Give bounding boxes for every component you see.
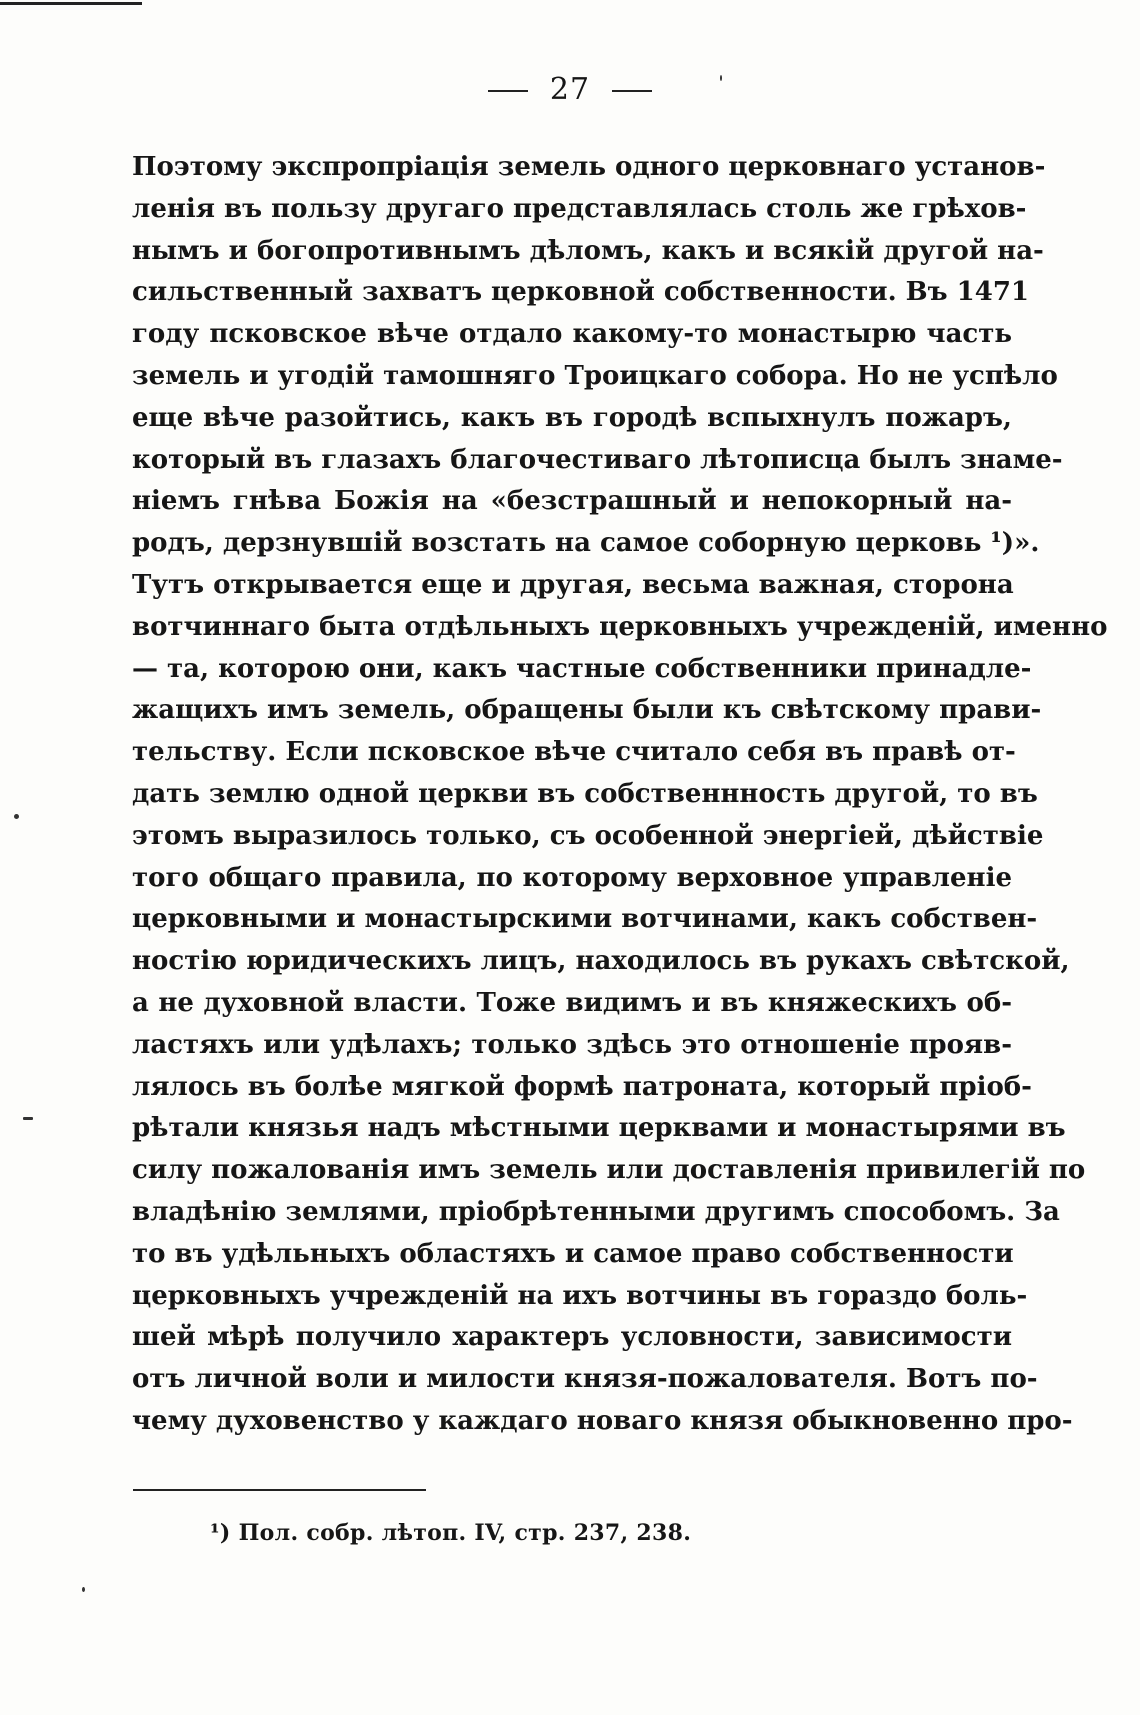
text-line: ніемъ гнѣва Божія на «безстрашный и непокорный на- <box>132 486 1012 517</box>
text-line: земель и угодій тамошняго Троицкаго собора. Но не успѣло <box>132 360 1058 391</box>
text-line: нымъ и богопротивнымъ дѣломъ, какъ и всякій другой на- <box>132 235 1044 266</box>
page-number: 27 <box>549 72 591 107</box>
text-line: рѣтали князья надъ мѣстными церквами и монастырями въ <box>132 1113 1066 1144</box>
text-line: того общаго правила, по которому верховное управленіе <box>132 862 1012 893</box>
text-line: лялось въ болѣе мягкой формѣ патроната, который пріоб- <box>132 1071 1032 1102</box>
page-number-dash-right <box>612 90 652 92</box>
text-line: то въ удѣльныхъ областяхъ и самое право собственности <box>132 1238 1014 1269</box>
text-line: Тутъ открывается еще и другая, весьма важная, сторона <box>132 569 1014 600</box>
footnote: ¹) Пол. собр. лѣтоп. IV, стр. 237, 238. <box>210 1520 692 1546</box>
text-line: ленія въ пользу другаго представлялась столь же грѣхов- <box>132 193 1027 224</box>
page-number-header <box>0 72 1140 107</box>
text-line: ластяхъ или удѣлахъ; только здѣсь это отношеніе прояв- <box>132 1029 1012 1060</box>
text-line: чему духовенство у каждаго новаго князя обыкновенно про- <box>132 1405 1073 1436</box>
text-line: дать землю одной церкви въ собственнность другой, то въ <box>132 778 1038 809</box>
text-line: родъ, дерзнувшій возстать на самое соборную церковь ¹)». <box>132 528 1040 559</box>
text-line: вотчиннаго быта отдѣльныхъ церковныхъ учрежденій, именно <box>132 611 1108 642</box>
scan-speck <box>14 814 19 819</box>
text-line: — та, которою они, какъ частные собственники принадле- <box>132 653 1032 684</box>
text-line: ностію юридическихъ лицъ, находилось въ рукахъ свѣтской, <box>132 946 1070 977</box>
text-line: владѣнію землями, пріобрѣтенными другимъ способомъ. За <box>132 1196 1060 1227</box>
scan-speck <box>720 75 722 81</box>
text-line: этомъ выразилось только, съ особенной энергіей, дѣйствіе <box>132 820 1044 851</box>
text-line: Поэтому экспропріація земель одного церковнаго установ- <box>132 152 1046 182</box>
text-line: а не духовной власти. Тоже видимъ и въ княжескихъ об- <box>132 987 1012 1018</box>
text-line: жащихъ имъ земель, обращены были къ свѣтскому прави- <box>132 695 1042 726</box>
text-line: отъ личной воли и милости князя-пожалователя. Вотъ по- <box>132 1364 1038 1395</box>
text-line: сильственный захватъ церковной собственности. Въ 1471 <box>132 277 1030 308</box>
page-number-dash-left <box>488 90 528 92</box>
text-line: церковныхъ учрежденій на ихъ вотчины въ гораздо боль- <box>132 1280 1028 1311</box>
text-line: который въ глазахъ благочестиваго лѣтописца былъ знаме- <box>132 444 1063 475</box>
text-line: тельству. Если псковское вѣче считало себя въ правѣ от- <box>132 737 1016 768</box>
text-line: церковными и монастырскими вотчинами, какъ собствен- <box>132 904 1038 935</box>
text-line: еще вѣче разойтись, какъ въ городѣ вспыхнулъ пожаръ, <box>132 402 1012 433</box>
text-line: шей мѣрѣ получило характеръ условности, зависимости <box>132 1322 1012 1353</box>
text-line: году псковское вѣче отдало какому-то монастырю часть <box>132 319 1012 350</box>
top-corner-rule <box>0 2 142 5</box>
text-line: силу пожалованія имъ земель или доставленія привилегій по <box>132 1155 1086 1186</box>
footnote-rule <box>133 1489 426 1491</box>
body-text <box>132 147 1108 1443</box>
scan-speck <box>23 1117 33 1120</box>
scan-speck <box>82 1587 85 1592</box>
